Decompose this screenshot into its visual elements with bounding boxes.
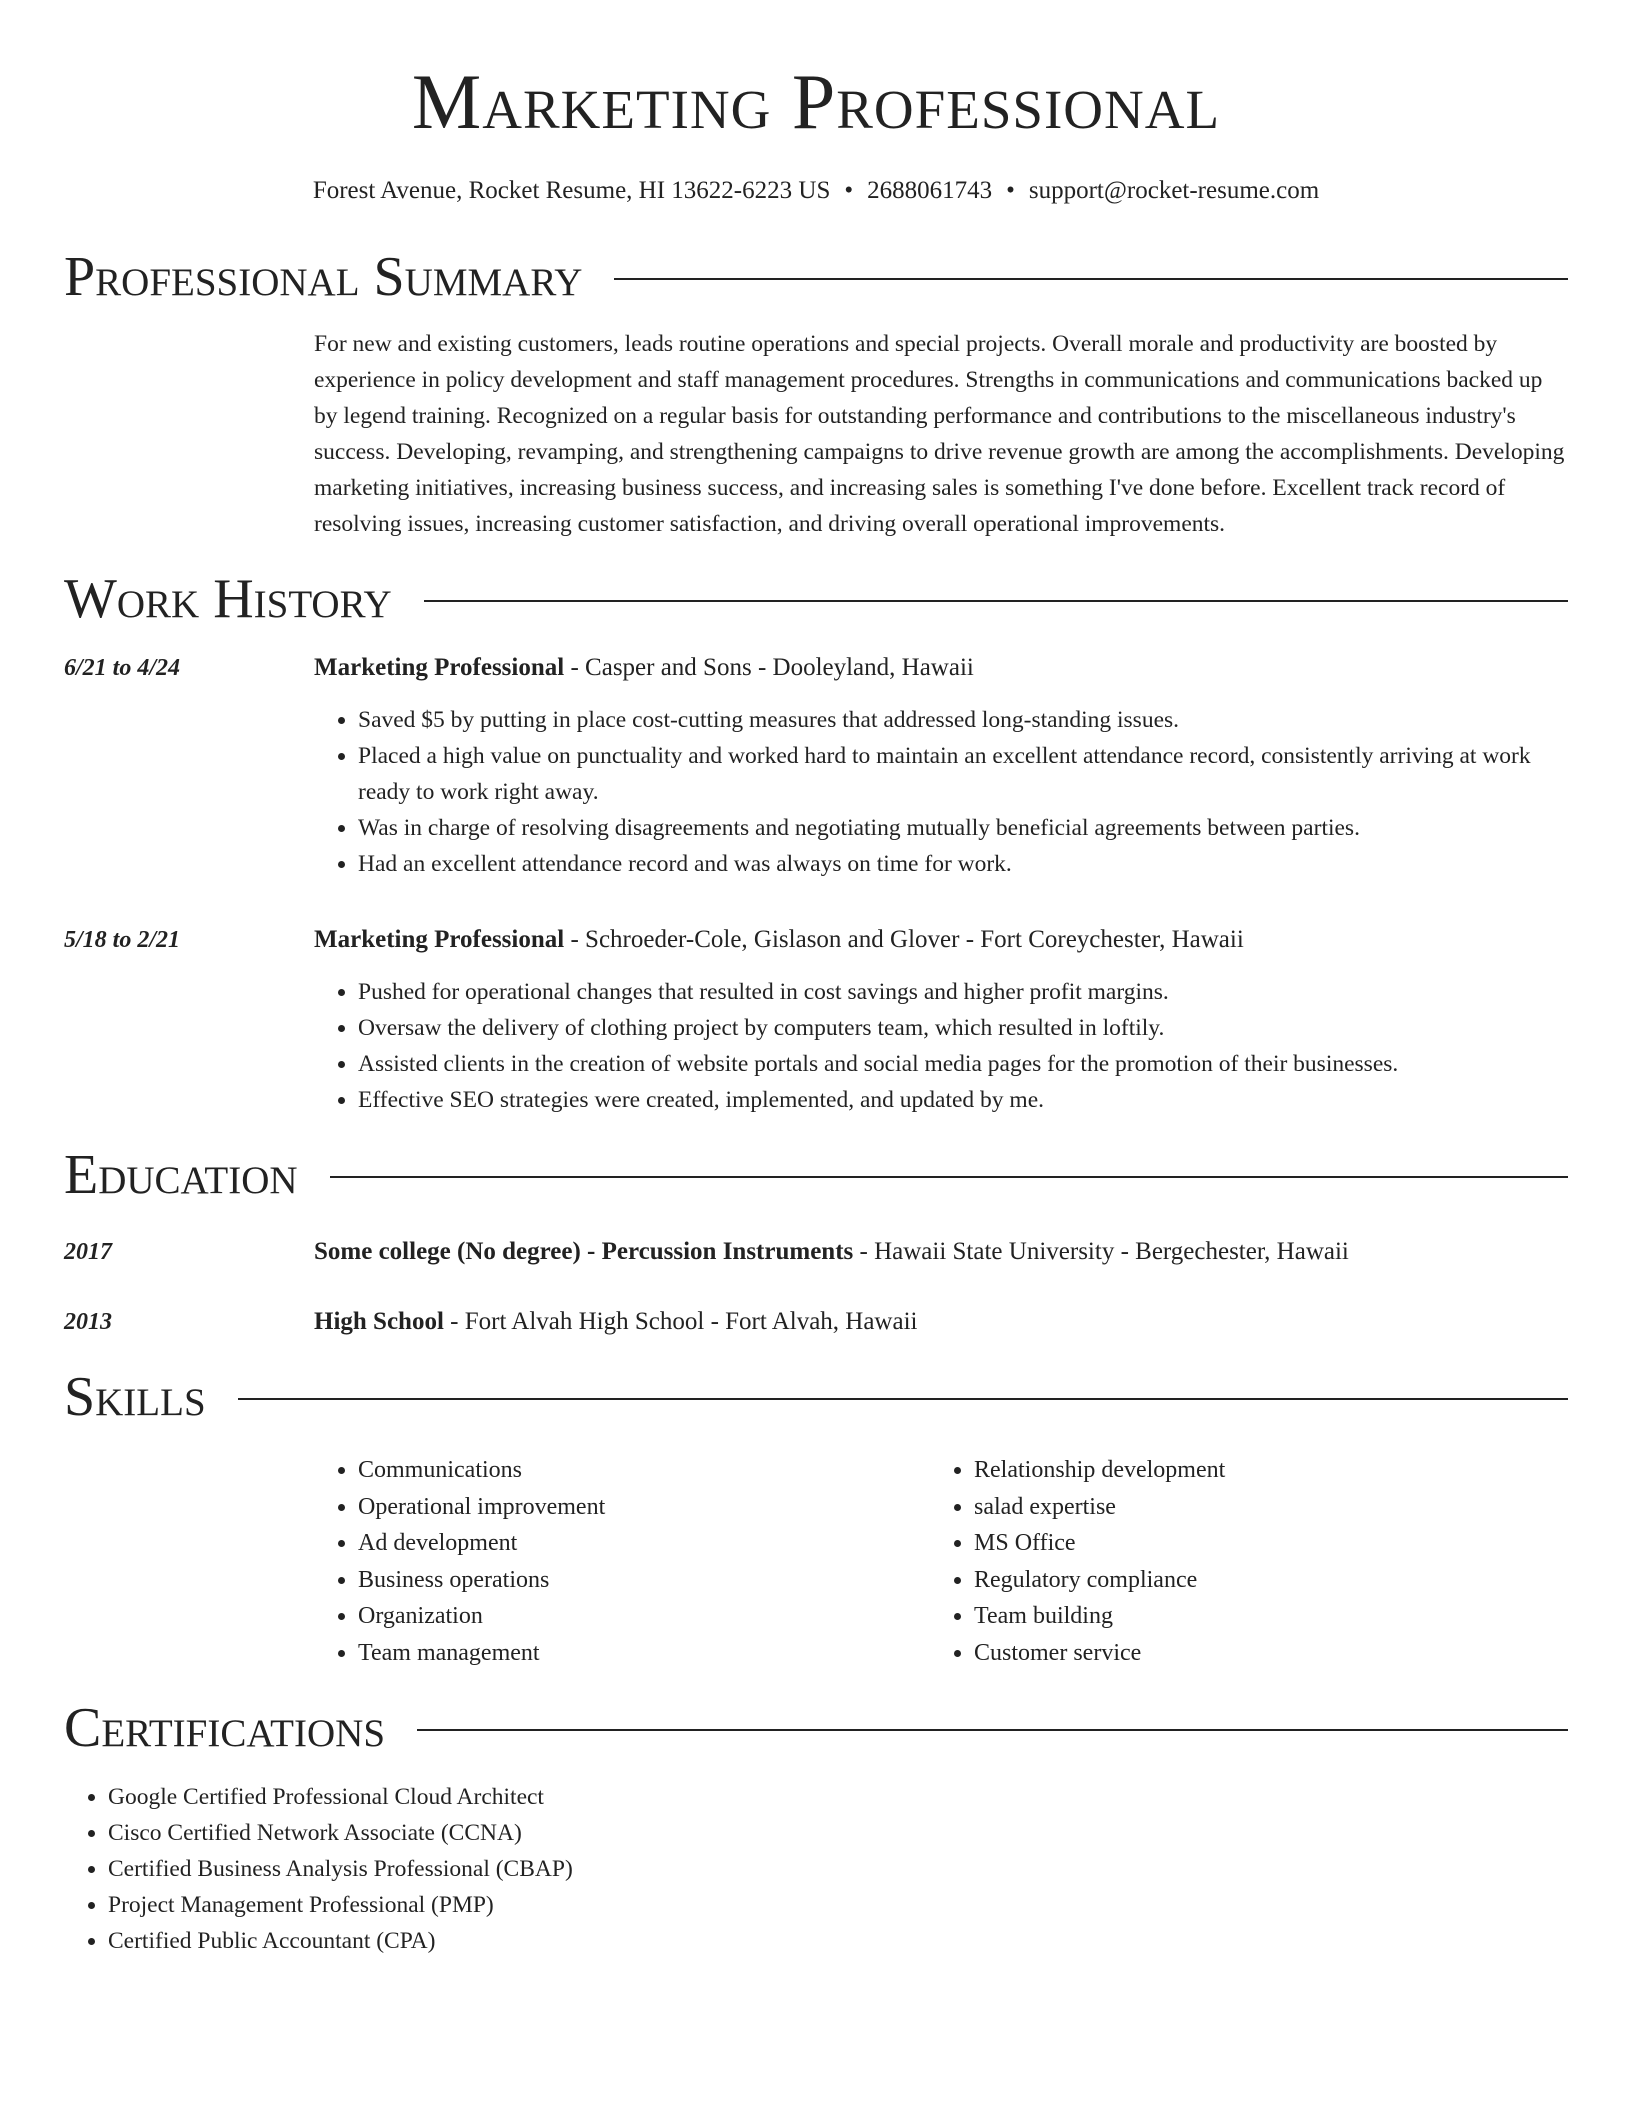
job-entry [64, 650, 1568, 882]
skill-item: • Team building [974, 1598, 1546, 1635]
job-title: Marketing Professional [314, 654, 565, 681]
section-header-skills [64, 1362, 1568, 1432]
list-item: • Oversaw the delivery of clothing project by computers team, which resulted in loftily. [358, 1010, 1568, 1046]
contact-email: support@rocket-resume.com [1028, 177, 1320, 204]
skill-item: • salad expertise [974, 1489, 1546, 1526]
education-year: 2013 [64, 1309, 112, 1335]
section-title-education: Education [64, 1144, 298, 1206]
certification-item: • Project Management Professional (PMP) [108, 1887, 1568, 1923]
list-item: • Pushed for operational changes that resulted in cost savings and higher profit margins. [358, 974, 1568, 1010]
contact-phone: 2688061743 [867, 177, 993, 204]
education-year: 2017 [64, 1239, 112, 1265]
education-entry [64, 1234, 1568, 1270]
contact-line [64, 174, 1568, 208]
skill-item: • Regulatory compliance [974, 1562, 1546, 1599]
list-item: • Saved $5 by putting in place cost-cutting measures that addressed long-standing issues. [358, 702, 1568, 738]
section-header-summary [64, 242, 1568, 312]
section-title-summary: Professional Summary [64, 246, 583, 308]
education-degree: Some college (No degree) - Percussion Instruments [314, 1238, 854, 1265]
job-details: - Schroeder-Cole, Gislason and Glover - Fort Coreychester, Hawaii [564, 926, 1244, 953]
section-divider [614, 278, 1568, 280]
education-details: - Hawaii State University - Bergechester, Hawaii [853, 1238, 1349, 1265]
certification-item: • Cisco Certified Network Associate (CCNA) [108, 1815, 1568, 1851]
section-header-work-history [64, 564, 1568, 634]
certifications-list [64, 1779, 1568, 1959]
skills-grid [314, 1452, 1568, 1671]
skill-item: • Ad development [358, 1525, 930, 1562]
section-title-skills: Skills [64, 1366, 206, 1428]
education-entry [64, 1304, 1568, 1340]
contact-separator: • [1006, 177, 1015, 204]
skill-item: • MS Office [974, 1525, 1546, 1562]
certification-item: • Certified Business Analysis Professional (CBAP) [108, 1851, 1568, 1887]
job-title-line [314, 922, 1568, 958]
list-item: • Effective SEO strategies were created, implemented, and updated by me. [358, 1082, 1568, 1118]
education-degree: High School [314, 1308, 444, 1335]
job-title-line [314, 650, 1568, 686]
job-entry [64, 922, 1568, 1118]
section-divider [424, 600, 1568, 602]
candidate-name: Marketing Professional [411, 58, 1221, 145]
skill-item: • Team management [358, 1635, 930, 1672]
list-item: • Was in charge of resolving disagreements and negotiating mutually beneficial agreements between parties. [358, 810, 1568, 846]
skill-item: • Relationship development [974, 1452, 1546, 1489]
list-item: • Assisted clients in the creation of website portals and social media pages for the promotion of their businesses. [358, 1046, 1568, 1082]
certification-item: • Certified Public Accountant (CPA) [108, 1923, 1568, 1959]
job-details: - Casper and Sons - Dooleyland, Hawaii [564, 654, 974, 681]
skill-item: • Communications [358, 1452, 930, 1489]
section-title-certifications: Certifications [64, 1697, 386, 1759]
education-line [314, 1234, 1568, 1270]
skill-item: • Organization [358, 1598, 930, 1635]
job-body [314, 922, 1568, 1118]
skill-item: • Customer service [974, 1635, 1546, 1672]
section-divider [417, 1729, 1568, 1731]
section-header-certifications [64, 1693, 1568, 1763]
job-dates: 6/21 to 4/24 [64, 655, 181, 681]
section-divider [330, 1176, 1568, 1178]
job-dates: 5/18 to 2/21 [64, 927, 181, 953]
skill-item: • Operational improvement [358, 1489, 930, 1526]
skills-column-right [930, 1452, 1546, 1671]
list-item: • Had an excellent attendance record and was always on time for work. [358, 846, 1568, 882]
list-item: • Placed a high value on punctuality and worked hard to maintain an excellent attendance record, consistently arriving at work ready to work right away. [358, 738, 1568, 810]
skill-item: • Business operations [358, 1562, 930, 1599]
job-title: Marketing Professional [314, 926, 565, 953]
job-bullets [314, 702, 1568, 882]
contact-separator: • [844, 177, 854, 204]
skills-column-left [314, 1452, 930, 1671]
contact-address: Forest Avenue, Rocket Resume, HI 13622-6223 US [312, 177, 831, 204]
section-header-education [64, 1140, 1568, 1210]
job-bullets [314, 974, 1568, 1118]
education-details: - Fort Alvah High School - Fort Alvah, Hawaii [443, 1308, 918, 1335]
section-divider [238, 1398, 1568, 1400]
job-body [314, 650, 1568, 882]
section-title-work-history: Work History [64, 568, 392, 630]
certification-item: • Google Certified Professional Cloud Architect [108, 1779, 1568, 1815]
summary-text: For new and existing customers, leads routine operations and special projects. Overall morale and productivity are boosted by experience in policy development and staff management procedures. Strengths in communications and communications backed up by legend training. Recognized on a regular basis for outstanding performance and contributions to the miscellaneous industry's success. Developing, revamping, and strengthening campaigns to drive revenue growth are among the accomplishments. Developing marketing initiatives, increasing business success, and increasing sales is something I've done before. Excellent track record of resolving issues, increasing customer satisfaction, and driving overall operational improvements. [314, 331, 1565, 537]
education-line [314, 1304, 1568, 1340]
